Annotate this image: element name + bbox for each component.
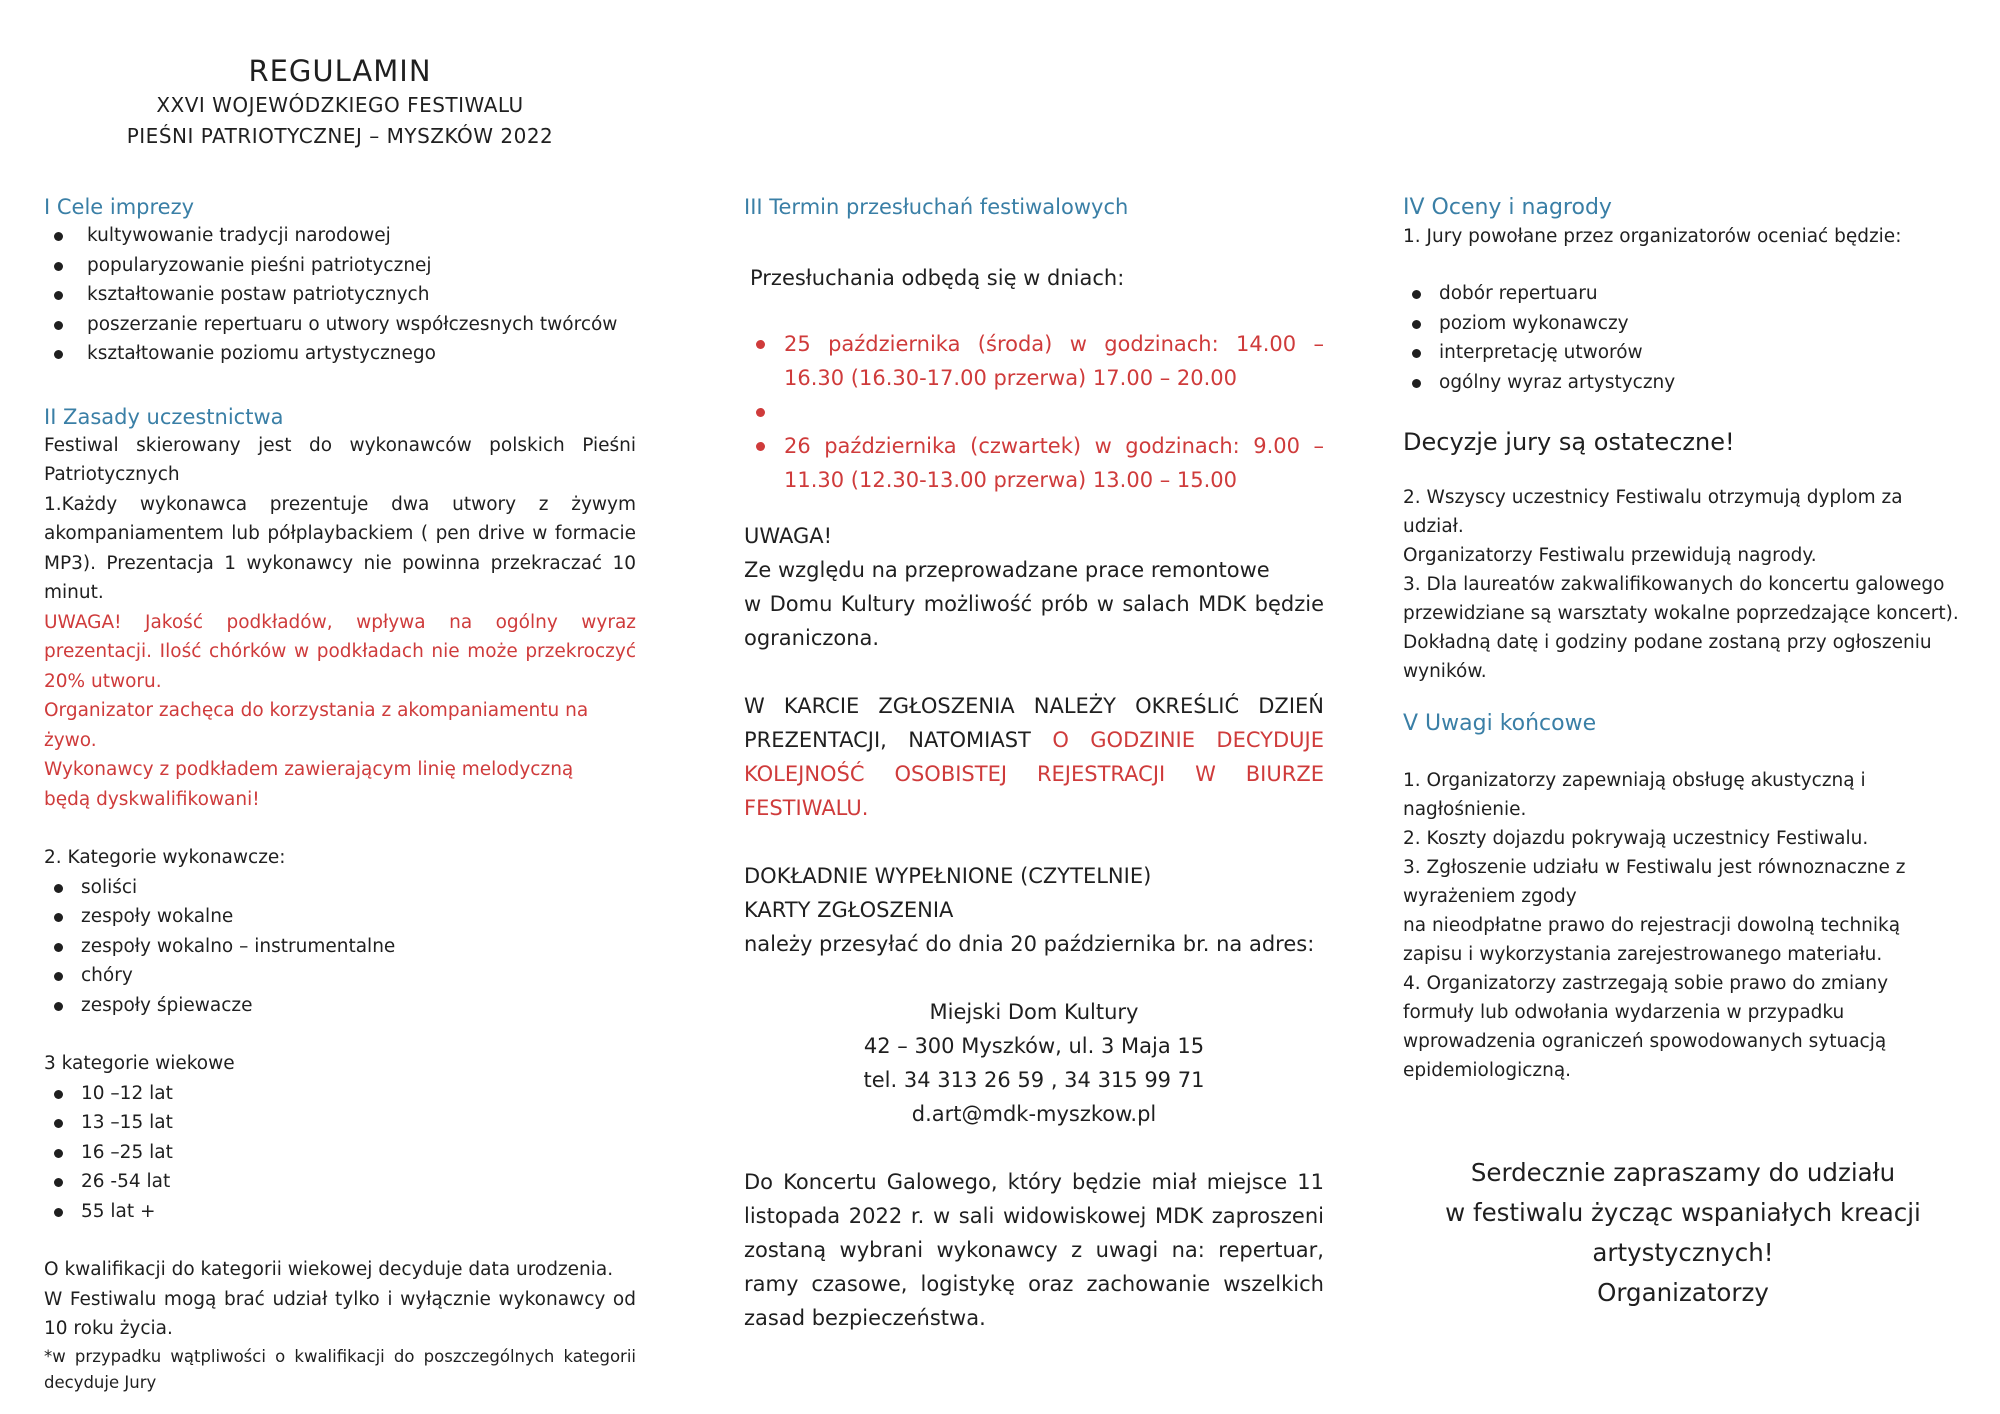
section-4-title: IV Oceny i nagrody bbox=[1403, 195, 1612, 220]
document-header bbox=[44, 52, 636, 152]
list-item: kultywowanie tradycji narodowej bbox=[44, 221, 636, 251]
registration-notice bbox=[744, 689, 1324, 825]
paragraph: Festiwal skierowany jest do wykonawców polskich Pieśni Patriotycznych bbox=[44, 434, 636, 485]
address-line: 42 – 300 Myszków, ul. 3 Maja 15 bbox=[863, 1034, 1205, 1058]
address-line: Miejski Dom Kultury bbox=[929, 1000, 1139, 1024]
festival-name-line2: PIEŚNI PATRIOTYCZNEJ – MYSZKÓW 2022 bbox=[126, 124, 554, 148]
closing-line: artystycznych! bbox=[1592, 1238, 1774, 1267]
section-1-title: I Cele imprezy bbox=[44, 195, 195, 219]
paragraph: Do Koncertu Galowego, który będzie miał miejsce 11 listopada 2022 r. w sali widowiskowej MDK zaproszeni zostaną wybrani wykonawcy z uwagi na: repertuar, ramy czasowe, logistykę oraz zachowanie wszelkich zasad bezpieczeństwa. bbox=[744, 1170, 1324, 1330]
notice-text-red: O GODZINIE DECYDUJE KOLEJNOŚĆ OSOBISTEJ REJESTRACJI W BIURZE FESTIWALU. bbox=[744, 728, 1324, 820]
list-item: ogólny wyraz artystyczny bbox=[1403, 368, 1963, 398]
list-item: poszerzanie repertuaru o utwory współczesnych twórców bbox=[44, 310, 636, 340]
paragraph: 2. Koszty dojazdu pokrywają uczestnicy Festiwalu. bbox=[1403, 828, 1869, 849]
paragraph: Ze względu na przeprowadzane prace remontowe bbox=[744, 558, 1270, 582]
list-item: zespoły wokalne bbox=[44, 902, 636, 932]
list-item: interpretację utworów bbox=[1403, 338, 1963, 368]
list-item: zespoły śpiewacze bbox=[44, 991, 636, 1021]
age-list bbox=[44, 1079, 636, 1227]
paragraph: należy przesyłać do dnia 20 października br. na adres: bbox=[744, 932, 1315, 956]
section-5-title: V Uwagi końcowe bbox=[1403, 711, 1597, 736]
signature: Organizatorzy bbox=[1597, 1278, 1769, 1307]
notice-title: UWAGA! bbox=[744, 524, 833, 548]
closing-line: w festiwalu życząc wspaniałych kreacji bbox=[1445, 1198, 1921, 1227]
categories-list bbox=[44, 873, 636, 1021]
email: d.art@mdk-myszkow.pl bbox=[911, 1102, 1157, 1126]
age-title: 3 kategorie wiekowe bbox=[44, 1053, 235, 1074]
paragraph: DOKŁADNIE WYPEŁNIONE (CZYTELNIE) bbox=[744, 864, 1152, 888]
paragraph: W Festiwalu mogą brać udział tylko i wyłącznie wykonawcy od 10 roku życia. bbox=[44, 1288, 636, 1339]
jury-decision: Decyzje jury są ostateczne! bbox=[1403, 428, 1735, 456]
paragraph: Dokładną datę i godziny podane zostaną przy ogłoszeniu wyników. bbox=[1403, 632, 1932, 682]
goals-list bbox=[44, 221, 636, 369]
paragraph: na nieodpłatne prawo do rejestracji dowolną techniką zapisu i wykorzystania zarejestrowanego materiału. bbox=[1403, 915, 1901, 965]
paragraph: 4. Organizatorzy zastrzegają sobie prawo do zmiany formuły lub odwołania wydarzenia w przypadku wprowadzenia ograniczeń spowodowanych sytuacją epidemiologiczną. bbox=[1403, 973, 1889, 1081]
list-item: poziom wykonawczy bbox=[1403, 309, 1963, 339]
paragraph: w Domu Kultury możliwość prób w salach MDK będzie ograniczona. bbox=[744, 592, 1324, 650]
paragraph: KARTY ZGŁOSZENIA bbox=[744, 898, 954, 922]
document-title: REGULAMIN bbox=[248, 54, 432, 88]
list-item: 55 lat + bbox=[44, 1197, 636, 1227]
notice-text: W KARCIE ZGŁOSZENIA NALEŻY OKREŚLIĆ DZIEŃ PREZENTACJI, NATOMIAST bbox=[744, 694, 1324, 752]
list-item: dobór repertuaru bbox=[1403, 279, 1963, 309]
list-item: soliści bbox=[44, 873, 636, 903]
footnote: *w przypadku wątpliwości o kwalifikacji do poszczególnych kategorii decyduje Jury bbox=[44, 1346, 636, 1392]
dates-list-2 bbox=[744, 429, 1324, 497]
criteria-list bbox=[1403, 279, 1963, 397]
list-item: 16 –25 lat bbox=[44, 1138, 636, 1168]
paragraph: Przesłuchania odbędą się w dniach: bbox=[750, 266, 1125, 290]
warning-text: będą dyskwalifikowani! bbox=[44, 788, 260, 810]
warning-text: Wykonawcy z podkładem zawierającym linię melodyczną bbox=[44, 759, 574, 780]
column-left bbox=[44, 193, 636, 1396]
section-3-title: III Termin przesłuchań festiwalowych bbox=[744, 195, 1129, 219]
paragraph: 3. Zgłoszenie udziału w Festiwalu jest równoznaczne z wyrażeniem zgody bbox=[1403, 857, 1906, 907]
closing-message bbox=[1403, 1153, 1963, 1313]
list-item: 26 -54 lat bbox=[44, 1167, 636, 1197]
list-item: kształtowanie postaw patriotycznych bbox=[44, 280, 636, 310]
paragraph: 2. Wszyscy uczestnicy Festiwalu otrzymują dyplom za udział. bbox=[1403, 487, 1903, 537]
list-item: chóry bbox=[44, 961, 636, 991]
column-middle bbox=[744, 193, 1324, 1335]
phone: tel. 34 313 26 59 , 34 315 99 71 bbox=[863, 1068, 1205, 1092]
address-block bbox=[744, 995, 1324, 1131]
paragraph: O kwalifikacji do kategorii wiekowej decyduje data urodzenia. bbox=[44, 1259, 614, 1280]
list-item: 10 –12 lat bbox=[44, 1079, 636, 1109]
column-right bbox=[1403, 194, 1963, 1313]
list-item: popularyzowanie pieśni patriotycznej bbox=[44, 251, 636, 281]
categories-title: 2. Kategorie wykonawcze: bbox=[44, 847, 286, 868]
paragraph: 3. Dla laureatów zakwalifikowanych do koncertu galowego przewidziane są warsztaty wokalne poprzedzające koncert). bbox=[1403, 574, 1959, 624]
list-item: zespoły wokalno – instrumentalne bbox=[44, 932, 636, 962]
closing-line: Serdecznie zapraszamy do udziału bbox=[1470, 1158, 1896, 1187]
festival-name-line1: XXVI WOJEWÓDZKIEGO FESTIWALU bbox=[156, 93, 524, 117]
paragraph: 1.Każdy wykonawca prezentuje dwa utwory z żywym akompaniamentem lub półplaybackiem ( pen drive w formacie MP3). Prezentacja 1 wykonawcy nie powinna przekraczać 10 minut. bbox=[44, 493, 636, 603]
warning-text: Organizator zachęca do korzystania z akompaniamentu na żywo. bbox=[44, 700, 589, 751]
paragraph: Organizatorzy Festiwalu przewidują nagrody. bbox=[1403, 545, 1817, 566]
dates-list bbox=[744, 327, 1324, 429]
list-item: 26 października (czwartek) w godzinach: 9.00 – 11.30 (12.30-13.00 przerwa) 13.00 – 15.00 bbox=[744, 429, 1324, 497]
list-item: 13 –15 lat bbox=[44, 1108, 636, 1138]
section-2-title: II Zasady uczestnictwa bbox=[44, 404, 284, 429]
list-item: 25 października (środa) w godzinach: 14.00 – 16.30 (16.30-17.00 przerwa) 17.00 – 20.00 bbox=[744, 327, 1324, 395]
paragraph: 1. Jury powołane przez organizatorów oceniać będzie: bbox=[1403, 226, 1902, 247]
list-item: kształtowanie poziomu artystycznego bbox=[44, 339, 636, 369]
paragraph: 1. Organizatorzy zapewniają obsługę akustyczną i nagłośnienie. bbox=[1403, 770, 1866, 820]
warning-text: UWAGA! Jakość podkładów, wpływa na ogólny wyraz prezentacji. Ilość chórków w podkładach nie może przekroczyć 20% utworu. bbox=[44, 611, 636, 692]
